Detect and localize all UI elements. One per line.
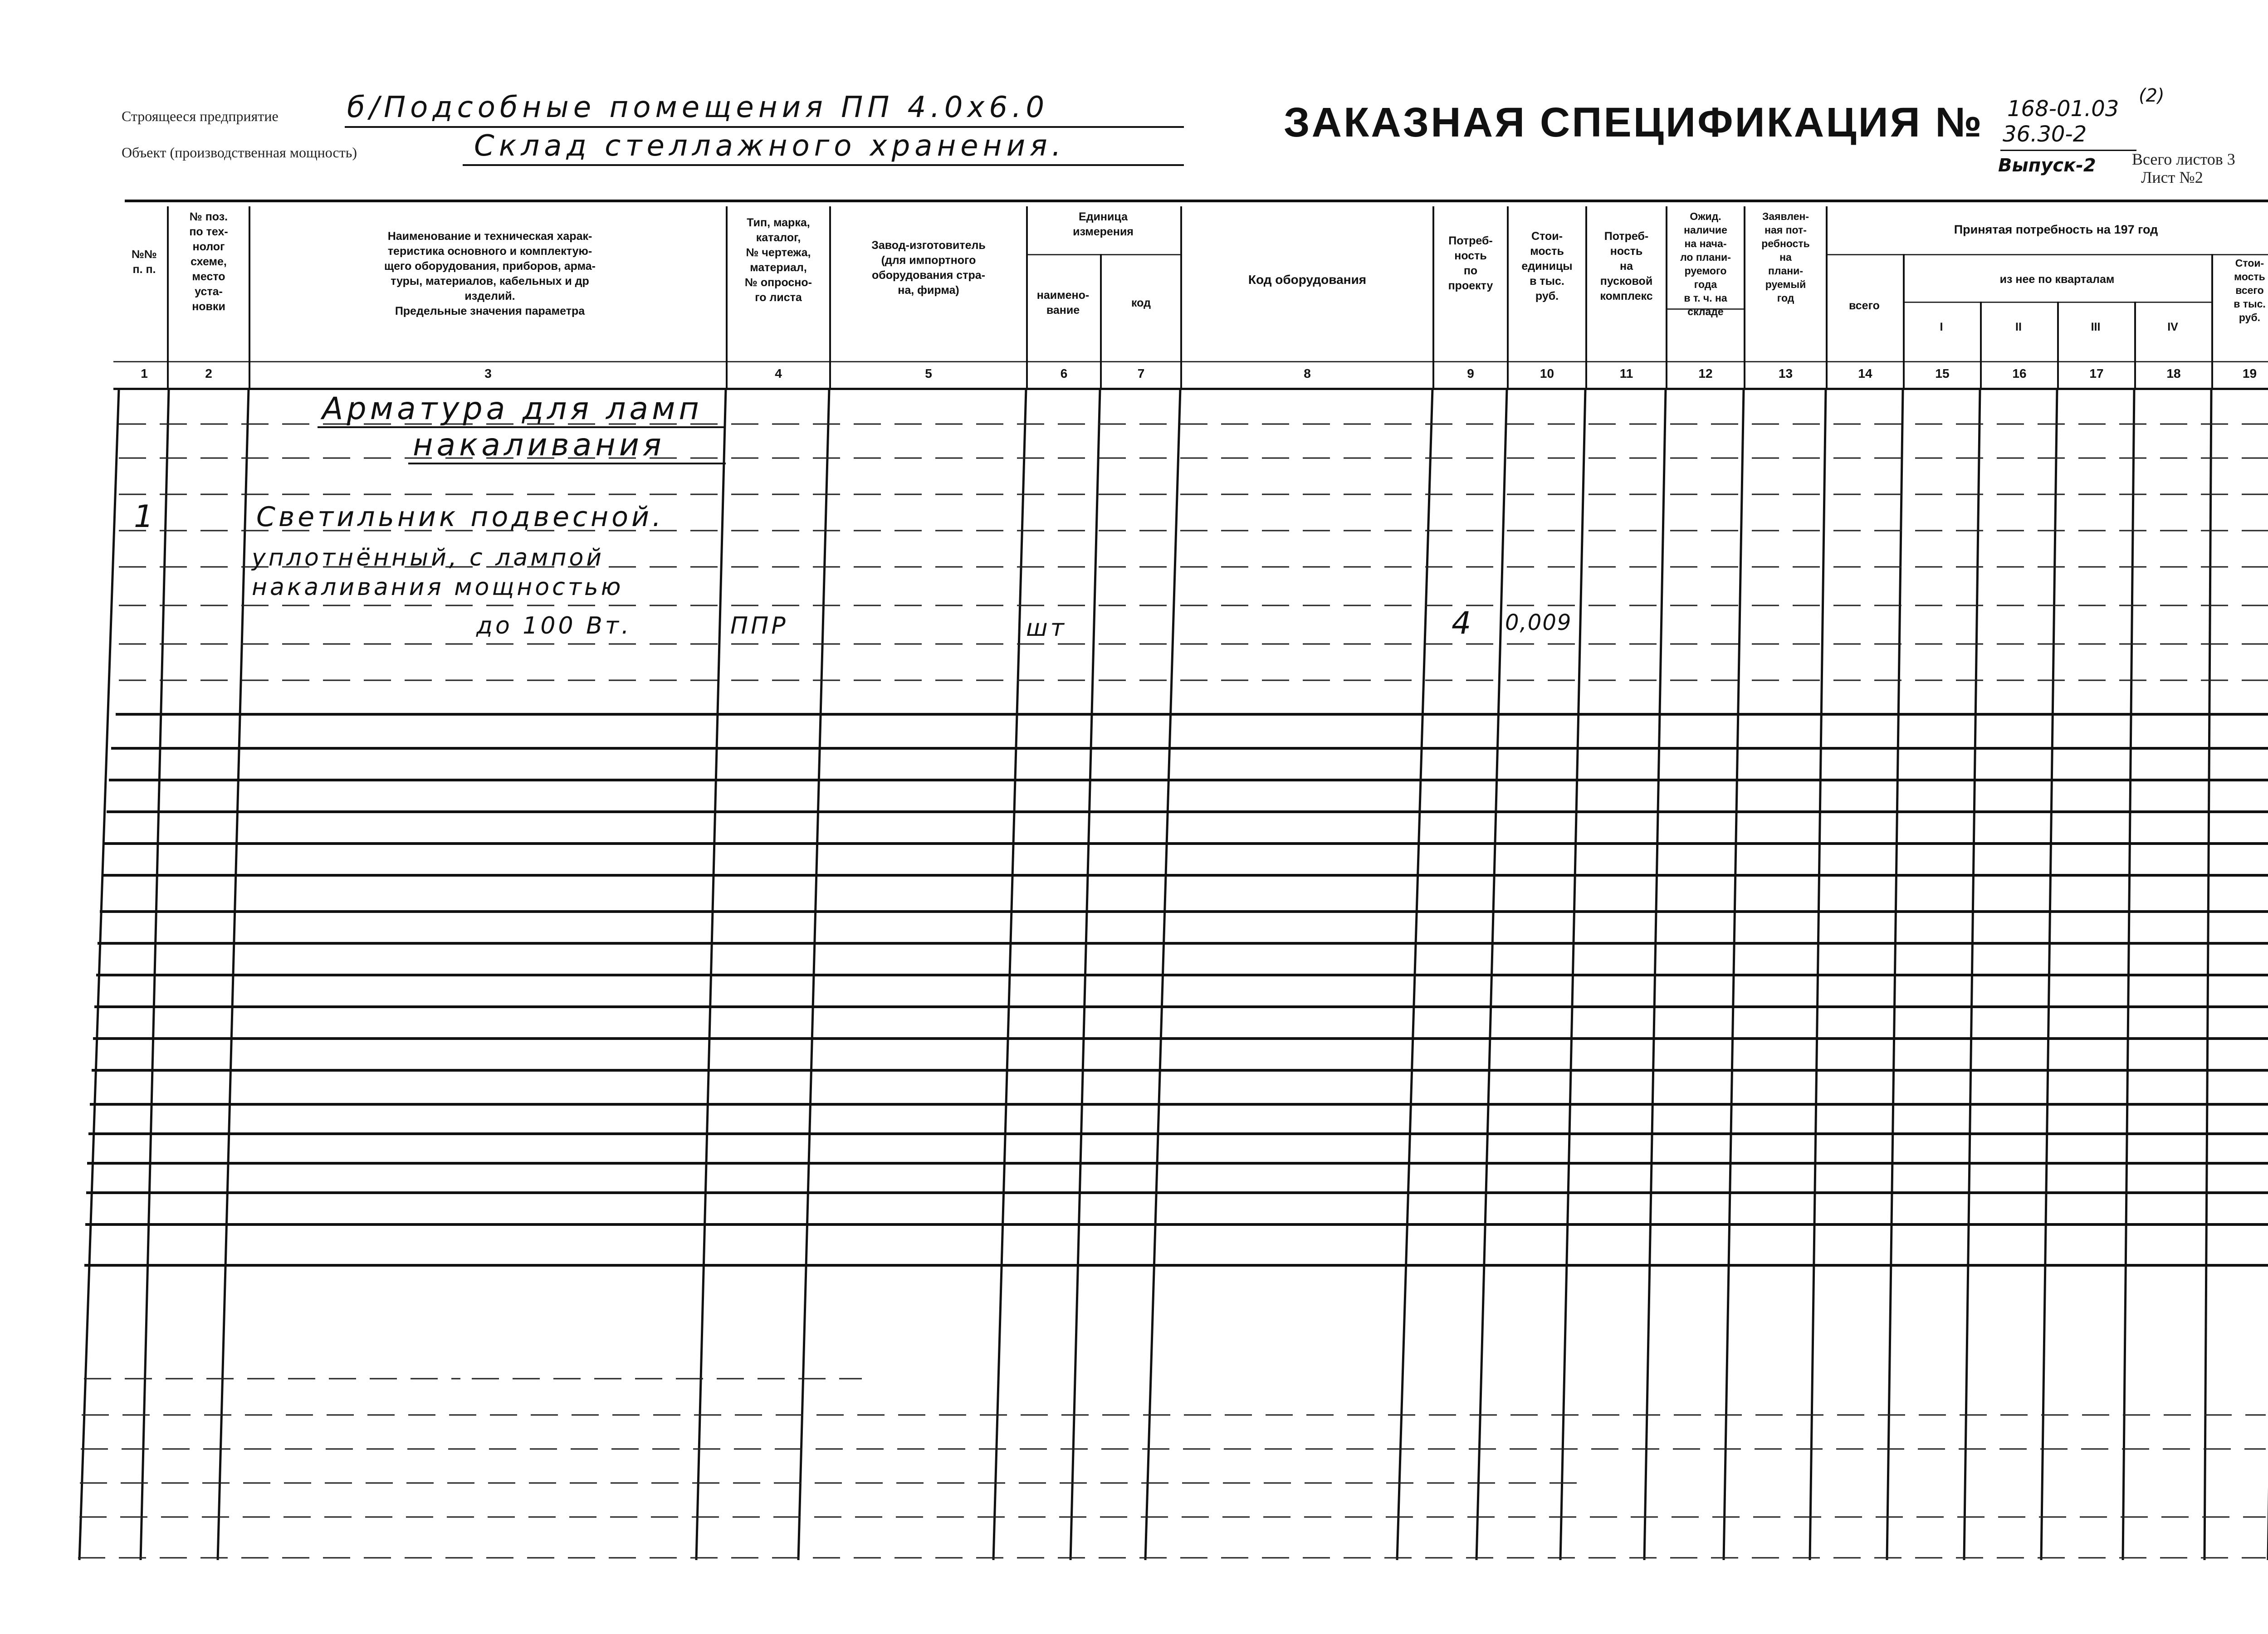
- item-name-line1: Светильник подвесной.: [256, 501, 665, 533]
- colhead-7: код: [1131, 297, 1151, 309]
- item-number: 1: [134, 499, 157, 535]
- colnum-18: 18: [2166, 366, 2181, 380]
- item-type: ППР: [730, 612, 788, 639]
- colhead-accepted: Принятая потребность на 197 год: [1954, 223, 2158, 236]
- section-title-line2: накаливания: [413, 427, 665, 463]
- object-label: Объект (производственная мощность): [122, 144, 357, 161]
- object-value: Склад стеллажного хранения.: [474, 129, 1066, 163]
- total-sheets: Всего листов 3: [2132, 150, 2235, 168]
- colnum-11: 11: [1619, 366, 1633, 380]
- colhead-4: Тип, марка, каталог, № чертежа, материал, № опросно- го листа: [745, 216, 812, 304]
- colhead-1: №№ п. п.: [132, 248, 157, 276]
- section-title-line2-underline: [408, 463, 726, 464]
- spec-number-top: 168-01.03: [2007, 96, 2119, 122]
- release-label: Выпуск-2: [1998, 155, 2096, 176]
- colhead-18: IV: [2167, 321, 2178, 333]
- colnum-19: 19: [2242, 366, 2257, 380]
- sheet-number: Лист №2: [2141, 168, 2203, 186]
- item-unit: шт: [1026, 615, 1067, 642]
- colhead-quarters: из нее по кварталам: [1999, 273, 2115, 286]
- spec-number-bottom: 36.30-2: [2003, 122, 2087, 147]
- colhead-9: Потреб- ность по проекту: [1448, 234, 1493, 292]
- colnum-3: 3: [484, 366, 492, 380]
- colhead-13: Заявлен- ная пот- ребность на плани- руемый год: [1761, 210, 1810, 304]
- colnum-17: 17: [2089, 366, 2104, 380]
- colnum-5: 5: [925, 366, 932, 380]
- colhead-12: Ожид. наличие на нача- ло плани- руемого года в т. ч. на складе: [1680, 210, 1731, 317]
- colnum-13: 13: [1778, 366, 1793, 380]
- colnum-14: 14: [1858, 366, 1872, 380]
- colhead-2: № поз. по тех- нолог схеме, место уста- новки: [189, 210, 228, 313]
- colnum-4: 4: [775, 366, 782, 380]
- colnum-15: 15: [1935, 366, 1950, 380]
- colnum-9: 9: [1467, 366, 1474, 380]
- colhead-19: Стои- мость всего в тыс. руб.: [2234, 257, 2266, 323]
- colhead-16: II: [2015, 321, 2022, 333]
- item-quantity: 4: [1452, 605, 1475, 641]
- colnum-7: 7: [1137, 366, 1145, 380]
- colhead-17: III: [2091, 321, 2101, 333]
- spec-number-mark: (2): [2139, 85, 2165, 106]
- colhead-8: Код оборудования: [1248, 273, 1367, 287]
- colhead-6: наимено- вание: [1036, 289, 1090, 317]
- colhead-11: Потреб- ность на пусковой комплекс: [1600, 230, 1653, 302]
- document-title: ЗАКАЗНАЯ СПЕЦИФИКАЦИЯ №: [1284, 99, 1984, 146]
- item-cost: 0,009: [1505, 610, 1572, 635]
- item-name-line3: накаливания мощностью: [252, 574, 624, 601]
- colhead-15: I: [1940, 321, 1943, 333]
- item-name-line2: уплотнённый, с лампой: [252, 544, 605, 571]
- colhead-14: всего: [1849, 299, 1880, 312]
- colhead-3: Наименование и техническая харак- теристика основного и комплектую- щего оборудования, приборов, арма- туры, материалов, кабельных и др изделий. Предельные значения параметра: [384, 230, 596, 317]
- colnum-16: 16: [2012, 366, 2027, 380]
- section-title-line1: Арматура для ламп: [322, 391, 703, 427]
- colnum-12: 12: [1698, 366, 1713, 380]
- colnum-1: 1: [141, 366, 148, 380]
- enterprise-label: Строящееся предприятие: [122, 108, 279, 124]
- colnum-10: 10: [1540, 366, 1554, 380]
- colnum-2: 2: [205, 366, 212, 380]
- colhead-5: Завод-изготовитель (для импортного оборудования стра- на, фирма): [871, 239, 986, 297]
- colhead-10: Стои- мость единицы в тыс. руб.: [1521, 230, 1573, 302]
- colnum-8: 8: [1304, 366, 1311, 380]
- colhead-unit: Единица измерения: [1073, 210, 1134, 238]
- item-name-line4: до 100 Вт.: [476, 612, 632, 639]
- colnum-6: 6: [1060, 366, 1068, 380]
- enterprise-value: б/Подсобные помещения ПП 4.0х6.0: [347, 91, 1049, 124]
